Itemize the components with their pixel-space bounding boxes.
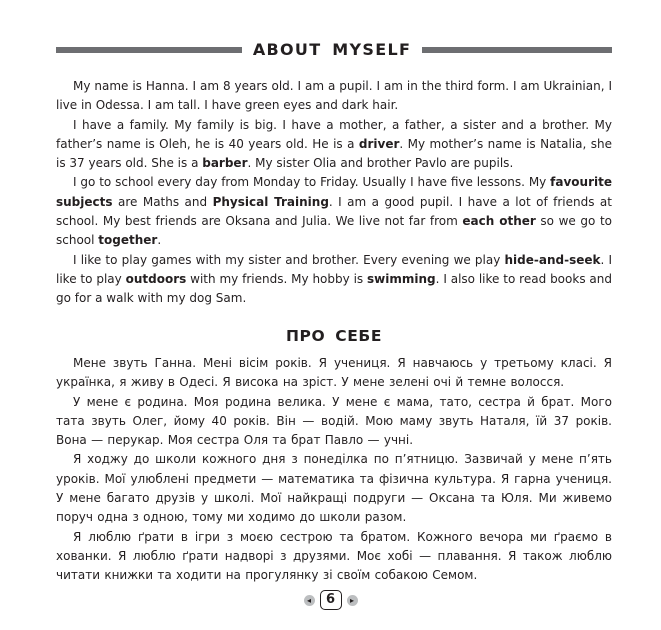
header-rule-right xyxy=(422,47,612,53)
english-paragraph-2 xyxy=(56,116,612,174)
keyword: swimming xyxy=(367,271,436,286)
english-paragraph-1: My name is Hanna. I am 8 years old. I am a pupil. I am in the third form. I am Ukrainian, I live in Odessa. I am tall. I have green eyes and dark hair. xyxy=(56,79,612,113)
keyword: Physical Training xyxy=(212,194,329,209)
page-footer xyxy=(0,589,661,611)
text-run: with my friends. My hobby is xyxy=(186,271,368,286)
keyword: driver xyxy=(358,136,400,151)
text-run: I have a family. My family is big. I have a mother, a father, a sister and a brother. My father’s name is Oleh, he is 40 years old. He is a xyxy=(56,117,612,151)
header-rule-left xyxy=(56,47,242,53)
text-run: I go to school every day from Monday to Friday. Usually I have five lessons. My xyxy=(73,175,551,190)
keyword: each other xyxy=(462,214,536,229)
left-arrow-icon: ◂ xyxy=(304,595,315,606)
text-run: . I like to play xyxy=(56,252,612,286)
text-run: so we go to school xyxy=(56,214,612,248)
translation-title: ПРО СЕБЕ xyxy=(285,327,383,345)
ukrainian-paragraph-4: Я люблю ґрати в ігри з моєю сестрою та братом. Кожного вечора ми ґраємо в хованки. Я люблю ґрати надворі з друзями. Моє хобі — плавання. Я також люблю читати книжки та ходити на прогулянку зі своїм собакою Семом. xyxy=(56,529,612,583)
page-number: 6 xyxy=(320,590,342,610)
text-run: . I am a good pupil. I have a lot of friends at school. My best friends are Oksana and Julia. We live not far from xyxy=(56,194,612,229)
keyword: outdoors xyxy=(125,271,187,286)
text-run: . I also like to read books and go for a walk with my dog Sam. xyxy=(56,271,612,306)
text-run: . My mother’s name is Natalia, she is 37 years old. She is a xyxy=(56,136,612,171)
english-text xyxy=(56,77,612,309)
keyword: hide-and-seek xyxy=(504,252,601,267)
text-run: . My sister Olia and brother Pavlo are pupils. xyxy=(247,156,514,171)
english-paragraph-3 xyxy=(56,173,612,250)
english-paragraph-4 xyxy=(56,251,612,309)
ukrainian-paragraph-2: У мене є родина. Моя родина велика. У мене є мама, тато, сестра й брат. Мого тата звуть Олег, йому 40 років. Він — водій. Мою маму звуть Наталя, їй 37 років. Вона — перукар. Моя сестра Оля та брат Павло — учні. xyxy=(56,394,612,448)
ukrainian-paragraph-1: Мене звуть Ганна. Мені вісім років. Я учениця. Я навчаюсь у третьому класі. Я українка, я живу в Одесі. Я висока на зріст. У мене зелені очі й темне волосся. xyxy=(56,356,612,390)
text-run: . xyxy=(157,233,162,248)
right-arrow-icon: ▸ xyxy=(347,595,358,606)
text-run: I like to play games with my sister and brother. Every evening we play xyxy=(73,252,505,267)
section-header xyxy=(56,38,612,62)
keyword: favourite subjects xyxy=(56,175,612,209)
ukrainian-paragraph-3: Я ходжу до школи кожного дня з понеділка по п’ятницю. Зазвичай у мене п’ять уроків. Мої улюблені предмети — математика та фізична культура. Я гарна учениця. У мене багато друзів у школі. Мої найкращі подруги — Оксана та Юля. Ми живемо поруч одна з одною, тому ми ходимо до школи разом. xyxy=(56,452,612,525)
ukrainian-text xyxy=(56,354,612,586)
page-title: ABOUT MYSELF xyxy=(252,40,412,59)
keyword: barber xyxy=(202,156,248,171)
keyword: together xyxy=(98,233,158,248)
text-run: are Maths and xyxy=(112,194,213,209)
